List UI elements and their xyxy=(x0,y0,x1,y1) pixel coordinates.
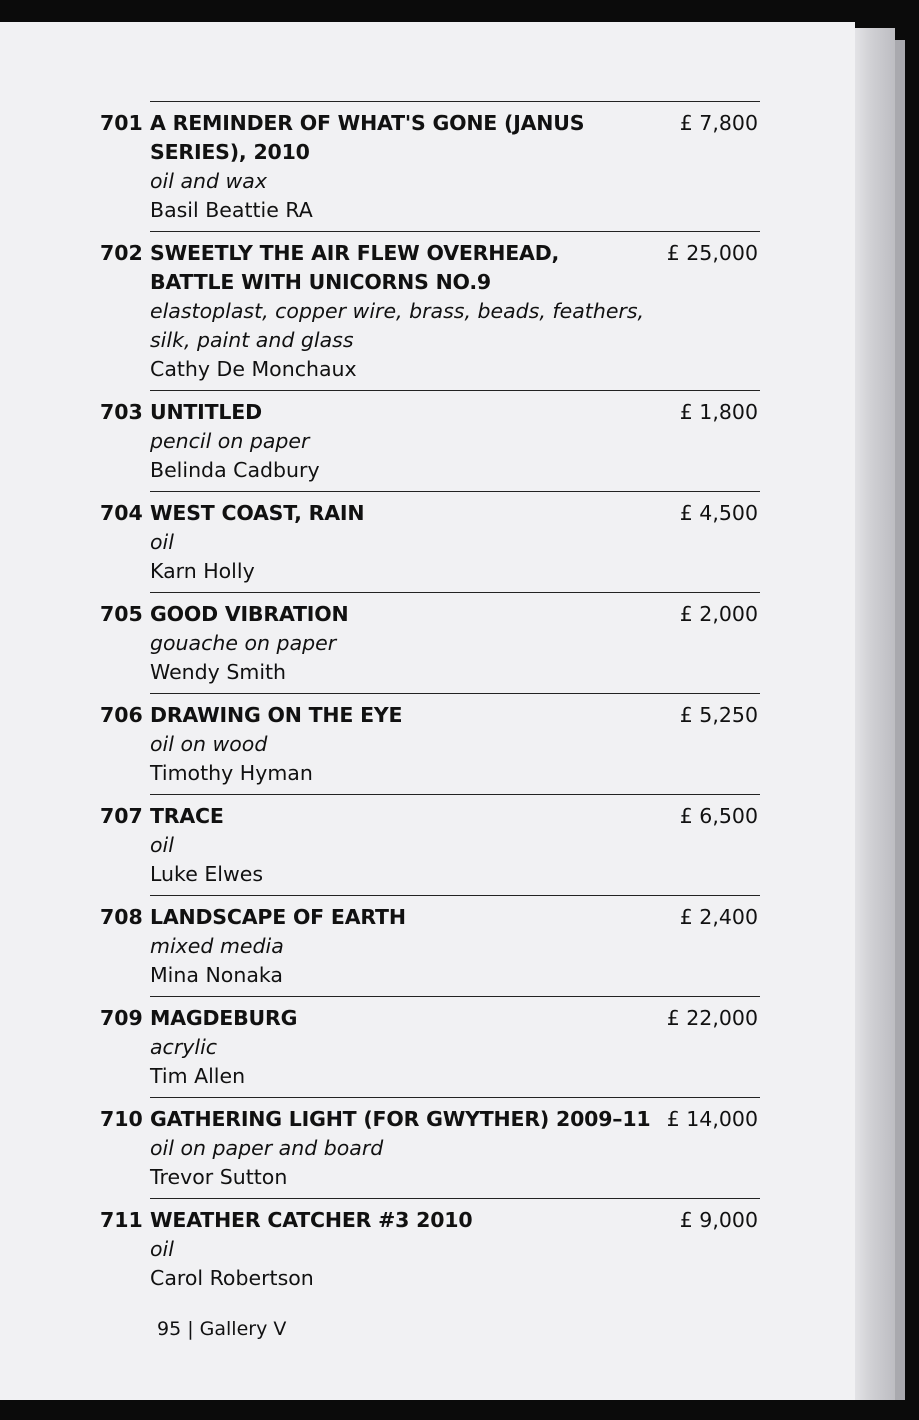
catalogue-entry xyxy=(100,491,760,592)
entry-number: 701 xyxy=(100,111,143,135)
entry-medium: silk, paint and glass xyxy=(150,328,354,352)
entry-title: A REMINDER OF WHAT'S GONE (JANUS SERIES), 2010 xyxy=(150,111,585,164)
entry-title: GATHERING LIGHT (FOR GWYTHER) 2009–11 xyxy=(150,1107,651,1131)
entry-number: 711 xyxy=(100,1208,143,1232)
catalogue-entry xyxy=(100,1097,760,1198)
entry-number: 709 xyxy=(100,1006,143,1030)
entry-medium: oil xyxy=(150,1237,174,1261)
entry-artist: Luke Elwes xyxy=(150,862,264,886)
entry-artist: Timothy Hyman xyxy=(150,761,313,785)
entry-number: 704 xyxy=(100,501,143,525)
catalogue-entry xyxy=(100,592,760,693)
entry-medium: elastoplast, copper wire, brass, beads, feathers, xyxy=(150,299,645,323)
entry-medium: pencil on paper xyxy=(150,429,310,453)
entry-number: 705 xyxy=(100,602,143,626)
entry-title: SWEETLY THE AIR FLEW OVERHEAD, xyxy=(150,241,560,265)
catalogue-entry xyxy=(100,895,760,996)
entry-price: £ 22,000 xyxy=(666,1006,758,1030)
catalogue-entries xyxy=(0,101,760,1299)
entry-medium: oil and wax xyxy=(150,169,267,193)
entry-artist: Mina Nonaka xyxy=(150,963,283,987)
entry-number: 702 xyxy=(100,241,143,265)
entry-price: £ 9,000 xyxy=(679,1208,758,1232)
entry-title: LANDSCAPE OF EARTH xyxy=(150,905,406,929)
entry-number: 707 xyxy=(100,804,143,828)
entry-price: £ 4,500 xyxy=(679,501,758,525)
entry-title: WEST COAST, RAIN xyxy=(150,501,365,525)
entry-number: 703 xyxy=(100,400,143,424)
entry-title: GOOD VIBRATION xyxy=(150,602,349,626)
catalogue-entry xyxy=(100,231,760,390)
entry-title: UNTITLED xyxy=(150,400,262,424)
entry-medium: mixed media xyxy=(150,934,284,958)
entry-artist: Karn Holly xyxy=(150,559,255,583)
entry-medium: acrylic xyxy=(150,1035,218,1059)
entry-title: BATTLE WITH UNICORNS NO.9 xyxy=(150,270,491,294)
entry-medium: gouache on paper xyxy=(150,631,337,655)
catalogue-entry xyxy=(100,101,760,231)
entry-number: 708 xyxy=(100,905,143,929)
entry-title: DRAWING ON THE EYE xyxy=(150,703,403,727)
catalogue-entry xyxy=(100,1198,760,1299)
entry-medium: oil xyxy=(150,530,174,554)
catalogue-entry xyxy=(100,693,760,794)
page-footer: 95 | Gallery V xyxy=(157,1318,287,1340)
entry-number: 710 xyxy=(100,1107,143,1131)
entry-artist: Belinda Cadbury xyxy=(150,458,320,482)
entry-price: £ 1,800 xyxy=(679,400,758,424)
entry-artist: Wendy Smith xyxy=(150,660,287,684)
entry-title: MAGDEBURG xyxy=(150,1006,298,1030)
entry-price: £ 25,000 xyxy=(666,241,758,265)
entry-title: TRACE xyxy=(150,804,224,828)
entry-price: £ 14,000 xyxy=(666,1107,758,1131)
entry-artist: Trevor Sutton xyxy=(150,1165,288,1189)
entry-artist: Tim Allen xyxy=(150,1064,246,1088)
entry-medium: oil on paper and board xyxy=(150,1136,384,1160)
entry-artist: Basil Beattie RA xyxy=(150,198,313,222)
entry-artist: Cathy De Monchaux xyxy=(150,357,357,381)
catalogue-entry xyxy=(100,390,760,491)
entry-price: £ 2,400 xyxy=(679,905,758,929)
entry-title: WEATHER CATCHER #3 2010 xyxy=(150,1208,473,1232)
entry-number: 706 xyxy=(100,703,143,727)
catalogue-entry xyxy=(100,996,760,1097)
entry-price: £ 5,250 xyxy=(679,703,758,727)
entry-price: £ 7,800 xyxy=(679,111,758,135)
page-edge-shadow xyxy=(895,40,905,1400)
entry-medium: oil xyxy=(150,833,174,857)
catalogue-entry xyxy=(100,794,760,895)
entry-price: £ 6,500 xyxy=(679,804,758,828)
entry-medium: oil on wood xyxy=(150,732,268,756)
page-edge xyxy=(855,28,895,1400)
entry-price: £ 2,000 xyxy=(679,602,758,626)
entry-artist: Carol Robertson xyxy=(150,1266,314,1290)
